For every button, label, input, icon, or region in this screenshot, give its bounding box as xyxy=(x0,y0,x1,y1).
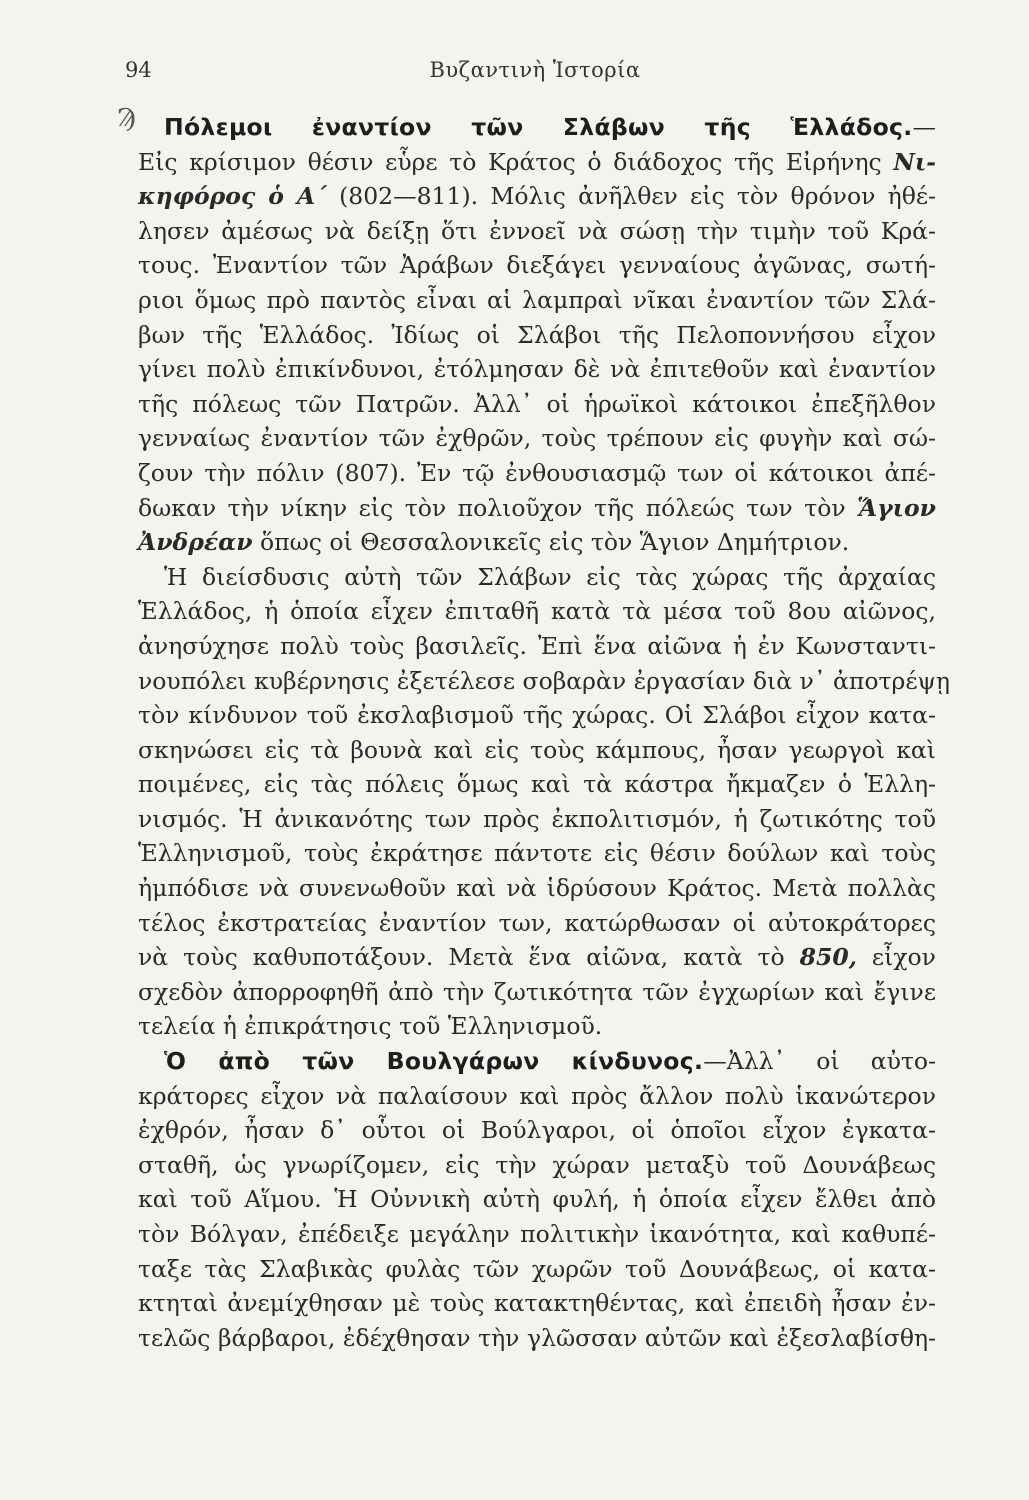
text-line: ριοι ὅμως πρὸ παντὸς εἶναι αἱ λαμπραὶ νῖκαι ἐναντίον τῶν Σλά- xyxy=(138,285,936,314)
emperor-name-cont: κηφόρος ὁ Α΄ xyxy=(138,182,327,211)
text-line: λησεν ἀμέσως νὰ δείξῃ ὅτι ἐννοεῖ νὰ σώσῃ τὴν τιμὴν τοῦ Κρά- xyxy=(138,216,936,245)
text-line: δωκαν τὴν νίκην εἰς τὸν πολιοῦχον τῆς πόλεώς των τὸν Ἅγιον xyxy=(138,493,936,522)
text-line: τελεία ἡ ἐπικράτησις τοῦ Ἑλληνισμοῦ. xyxy=(138,1012,603,1041)
text-line: γενναίως ἐναντίον τῶν ἐχθρῶν, τοὺς τρέπουν εἰς φυγὴν καὶ σώ- xyxy=(138,424,936,453)
marginal-mark: Ϡ xyxy=(117,104,136,132)
text-line: ποιμένες, εἰς τὰς πόλεις ὅμως καὶ τὰ κάστρα ἤκμαζεν ὁ Ἑλλη- xyxy=(138,770,936,799)
section-heading-slavs xyxy=(138,110,936,145)
running-title: Βυζαντινὴ Ἱστορία xyxy=(429,58,641,82)
text-line: ἐχθρόν, ἦσαν δ᾽ οὗτοι οἱ Βούλγαροι, οἱ ὁποῖοι εἶχον ἐγκατα- xyxy=(138,1116,936,1145)
heading-dash: — xyxy=(703,1047,727,1076)
text-line: τους. Ἐναντίον τῶν Ἀράβων διεξάγει γενναίους ἀγῶνας, σωτή- xyxy=(138,251,936,280)
text-line: κηφόρος ὁ Α΄ (802—811). Μόλις ἀνῆλθεν εἰς τὸν θρόνον ἠθέ- xyxy=(138,182,936,211)
text-line: νουπόλει κυβέρνησις ἐξετέλεσε σοβαρὰν ἐργασίαν διὰ ν᾽ ἀποτρέψῃ xyxy=(138,666,951,695)
text-line: γίνει πολὺ ἐπικίνδυνοι, ἐτόλμησαν δὲ νὰ ἐπιτεθοῦν καὶ ἐναντίον xyxy=(138,355,936,384)
year-850: 850, xyxy=(799,943,857,972)
text-line: ἀνησύχησε πολὺ τοὺς βασιλεῖς. Ἐπὶ ἕνα αἰῶνα ἡ ἐν Κωνσταντι- xyxy=(138,631,936,660)
text-line: ἠμπόδισε νὰ συνενωθοῦν καὶ νὰ ἱδρύσουν Κράτος. Μετὰ πολλὰς xyxy=(138,874,936,903)
text-line: Ἑλλάδος, ἡ ὁποία εἶχεν ἐπιταθῆ κατὰ τὰ μέσα τοῦ 8ου αἰῶνος, xyxy=(138,597,936,626)
text-line: νὰ τοὺς καθυποτάξουν. Μετὰ ἕνα αἰῶνα, κατὰ τὸ 850, εἶχον xyxy=(138,943,936,972)
section-title: Πόλεμοι ἐναντίον τῶν Σλάβων τῆς Ἑλλάδος. xyxy=(164,113,913,141)
text-line: τῆς πόλεως τῶν Πατρῶν. Ἀλλ᾽ οἱ ἡρωϊκοὶ κάτοικοι ἐπεξῆλθον xyxy=(138,389,936,418)
text-line: κτηταὶ ἀνεμίχθησαν μὲ τοὺς κατακτηθέντας, καὶ ἐπειδὴ ἦσαν ἐν- xyxy=(138,1289,936,1318)
page-header xyxy=(125,58,945,88)
text-line: Εἰς κρίσιμον θέσιν εὗρε τὸ Κράτος ὁ διάδοχος τῆς Εἰρήνης Νι- xyxy=(138,147,936,176)
text-line: κράτορες εἶχον νὰ παλαίσουν καὶ πρὸς ἄλλον πολὺ ἱκανώτερον xyxy=(138,1081,936,1110)
paragraph-start: Ἡ διείσδυσις αὐτὴ τῶν Σλάβων εἰς τὰς χώρας τῆς ἀρχαίας xyxy=(164,562,936,591)
text-line: τὸν Βόλγαν, ἐπέδειξε μεγάλην πολιτικὴν ἱκανότητα, καὶ καθυπέ- xyxy=(138,1220,936,1248)
text-line: ζουν τὴν πόλιν (807). Ἐν τῷ ἐνθουσιασμῷ των οἱ κάτοικοι ἀπέ- xyxy=(138,458,936,487)
saint-name: Ἅγιον xyxy=(857,493,936,522)
text-line: σκηνώσει εἰς τὰ βουνὰ καὶ εἰς τοὺς κάμπους, ἦσαν γεωργοὶ καὶ xyxy=(138,735,936,764)
text-line: Ἑλληνισμοῦ, τοὺς ἐκράτησε πάντοτε εἰς θέσιν δούλων καὶ τοὺς xyxy=(138,839,936,868)
section-heading-bulgarians: Ὁ ἀπὸ τῶν Βουλγάρων κίνδυνος.—Ἀλλ᾽ οἱ αὐτο- xyxy=(164,1047,937,1076)
text-line: καὶ τοῦ Αἵμου. Ἡ Οὐννικὴ αὐτὴ φυλή, ἡ ὁποία εἶχεν ἔλθει ἀπὸ xyxy=(138,1185,936,1214)
page-number: 94 xyxy=(125,58,152,82)
saint-name-cont: Ἀνδρέαν xyxy=(138,528,253,557)
text-line: τελῶς βάρβαροι, ἐδέχθησαν τὴν γλῶσσαν αὐτῶν καὶ ἐξεσλαβίσθη- xyxy=(138,1323,936,1352)
heading-dash: — xyxy=(912,113,936,141)
text-line: τὸν κίνδυνον τοῦ ἐκσλαβισμοῦ τῆς χώρας. Οἱ Σλάβοι εἶχον κατα- xyxy=(138,701,936,730)
emperor-name: Νι- xyxy=(893,147,936,176)
section-title: Ὁ ἀπὸ τῶν Βουλγάρων κίνδυνος. xyxy=(164,1047,704,1076)
text-line: Ἀνδρέαν ὅπως οἱ Θεσσαλονικεῖς εἰς τὸν Ἅγιον Δημήτριον. xyxy=(138,528,850,557)
text-line: νισμός. Ἡ ἀνικανότης των πρὸς ἐκπολιτισμόν, ἡ ζωτικότης τοῦ xyxy=(138,804,936,833)
body-text xyxy=(138,110,951,1355)
text-line: ταξε τὰς Σλαβικὰς φυλὰς τῶν χωρῶν τοῦ Δουνάβεως, οἱ κατα- xyxy=(138,1254,936,1283)
text-line: βων τῆς Ἑλλάδος. Ἰδίως οἱ Σλάβοι τῆς Πελοποννήσου εἶχον xyxy=(138,320,936,349)
text-line: σταθῆ, ὡς γνωρίζομεν, εἰς τὴν χώραν μεταξὺ τοῦ Δουνάβεως xyxy=(138,1150,936,1179)
text-line: σχεδὸν ἀπορροφηθῆ ἀπὸ τὴν ζωτικότητα τῶν ἐγχωρίων καὶ ἔγινε xyxy=(138,977,936,1006)
text-line: τέλος ἐκστρατείας ἐναντίον των, κατώρθωσαν οἱ αὐτοκράτορες xyxy=(138,908,936,937)
